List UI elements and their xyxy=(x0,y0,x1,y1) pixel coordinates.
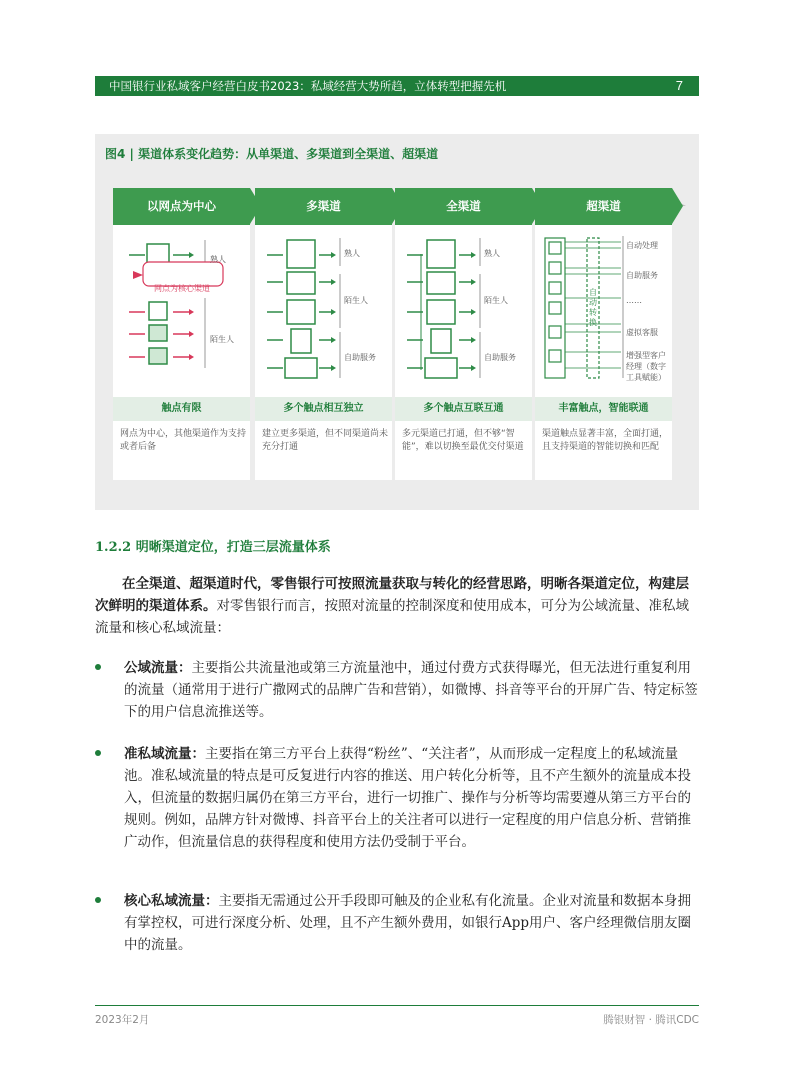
atm-icon xyxy=(149,325,167,341)
label-self-service: 自助服务 xyxy=(626,271,658,280)
section-heading: 1.2.2 明晰渠道定位，打造三层流量体系 xyxy=(95,540,331,555)
column-subtitle: 多个触点互联互通 xyxy=(395,397,532,421)
bullet-marker xyxy=(95,897,104,906)
label-stranger: 陌生人 xyxy=(484,296,508,305)
label-auto-process: 自动处理 xyxy=(626,241,658,250)
label-acquaintance: 熟人 xyxy=(344,249,360,258)
column-description: 多元渠道已打通，但不够“智能”，难以切换至最优交付渠道 xyxy=(402,429,524,452)
bullet-term: 准私域流量： xyxy=(124,746,205,762)
mail-icon xyxy=(149,348,167,364)
label-stranger: 陌生人 xyxy=(344,296,368,305)
column-1-diagram xyxy=(113,228,250,393)
bank-icon xyxy=(147,244,169,264)
footer-divider xyxy=(95,1005,699,1006)
label-auto-switch: 自动转换 xyxy=(589,288,597,327)
label-ellipsis: …… xyxy=(626,296,642,305)
column-2-diagram xyxy=(255,228,392,393)
label-enhanced-manager: 增强型客户经理（数字工具赋能） xyxy=(626,351,666,382)
figure-title: 图4 | 渠道体系变化趋势：从单渠道、多渠道到全渠道、超渠道 xyxy=(105,147,439,161)
column-omni-channel xyxy=(395,188,532,480)
column-multi-channel xyxy=(255,188,392,480)
bullet-term: 核心私域流量： xyxy=(124,893,219,909)
column-branch-center xyxy=(113,188,250,480)
column-head: 超渠道 xyxy=(535,188,672,225)
column-description: 网点为中心，其他渠道作为支持或者后备 xyxy=(120,429,247,452)
phone-icon xyxy=(149,302,167,320)
column-3-diagram xyxy=(395,228,532,393)
footer-brand: 腾银财智 · 腾讯CDC xyxy=(603,1014,699,1026)
label-virtual-agent: 虚拟客服 xyxy=(626,328,658,337)
bullet-term: 公域流量： xyxy=(124,660,192,676)
label-self-service: 自助服务 xyxy=(484,353,516,362)
bullet-text: 主要指在第三方平台上获得“粉丝”、“关注者”，从而形成一定程度上的私域流量池。准私域流量的特点是可反复进行内容的推送、用户转化分析等，且不产生额外的流量成本投入，但流量的数据归属仍在第三方平台，进行一切推广、操作与分析等均需要遵从第三方平台的规则。例如，品牌方针对微博、抖音平台上的关注者可以进行一定程度的用户信息分析、营销推广动作，但流量信息的获得程度和使用方法仍受制于平台。 xyxy=(124,746,691,850)
column-description: 渠道触点显著丰富，全面打通，且支持渠道的智能切换和匹配 xyxy=(542,429,669,452)
intro-bold: 在全渠道、超渠道时代，零售银行可按照流量获取与转化的经营思路，明晰各渠道定位，构建层次鲜明的渠道体系。 xyxy=(95,576,689,614)
bullet-marker xyxy=(95,664,104,673)
column-super-channel xyxy=(535,188,672,480)
bullet-marker xyxy=(95,750,104,759)
column-head: 全渠道 xyxy=(395,188,532,225)
bullet-quasi-private-traffic xyxy=(124,743,699,853)
column-head: 多渠道 xyxy=(255,188,392,225)
label-acquaintance: 熟人 xyxy=(484,249,500,258)
footer-date: 2023年2月 xyxy=(95,1014,150,1026)
page-header xyxy=(95,76,699,96)
header-title: 中国银行业私域客户经营白皮书2023：私域经营大势所趋，立体转型把握先机 xyxy=(109,79,507,93)
column-subtitle: 触点有限 xyxy=(113,397,250,421)
label-acquaintance: 熟人 xyxy=(210,255,226,264)
bullet-core-private-traffic xyxy=(124,890,699,956)
intro-paragraph xyxy=(95,573,699,639)
column-description: 建立更多渠道，但不同渠道尚未充分打通 xyxy=(262,429,389,452)
bullet-public-traffic xyxy=(124,657,699,723)
column-subtitle: 丰富触点，智能联通 xyxy=(535,397,672,421)
bullet-text: 主要指无需通过公开手段即可触及的企业私有化流量。企业对流量和数据本身拥有掌控权，可进行深度分析、处理，且不产生额外费用，如银行App用户、客户经理微信朋友圈中的流量。 xyxy=(124,893,692,953)
label-stranger: 陌生人 xyxy=(210,335,234,344)
page-number: 7 xyxy=(675,78,683,93)
intro-text: 对零售银行而言，按照对流量的控制深度和使用成本，可分为公域流量、准私域流量和核心私域流量： xyxy=(95,598,689,636)
label-self-service: 自助服务 xyxy=(344,353,376,362)
bullet-text: 主要指公共流量池或第三方流量池中，通过付费方式获得曝光，但无法进行重复利用的流量（通常用于进行广撒网式的品牌广告和营销），如微博、抖音等平台的开屏广告、特定标签下的用户信息流推送等。 xyxy=(124,660,698,720)
column-subtitle: 多个触点相互独立 xyxy=(255,397,392,421)
column-head: 以网点为中心 xyxy=(113,188,250,225)
label-core-channel: 网点为核心渠道 xyxy=(154,284,210,293)
